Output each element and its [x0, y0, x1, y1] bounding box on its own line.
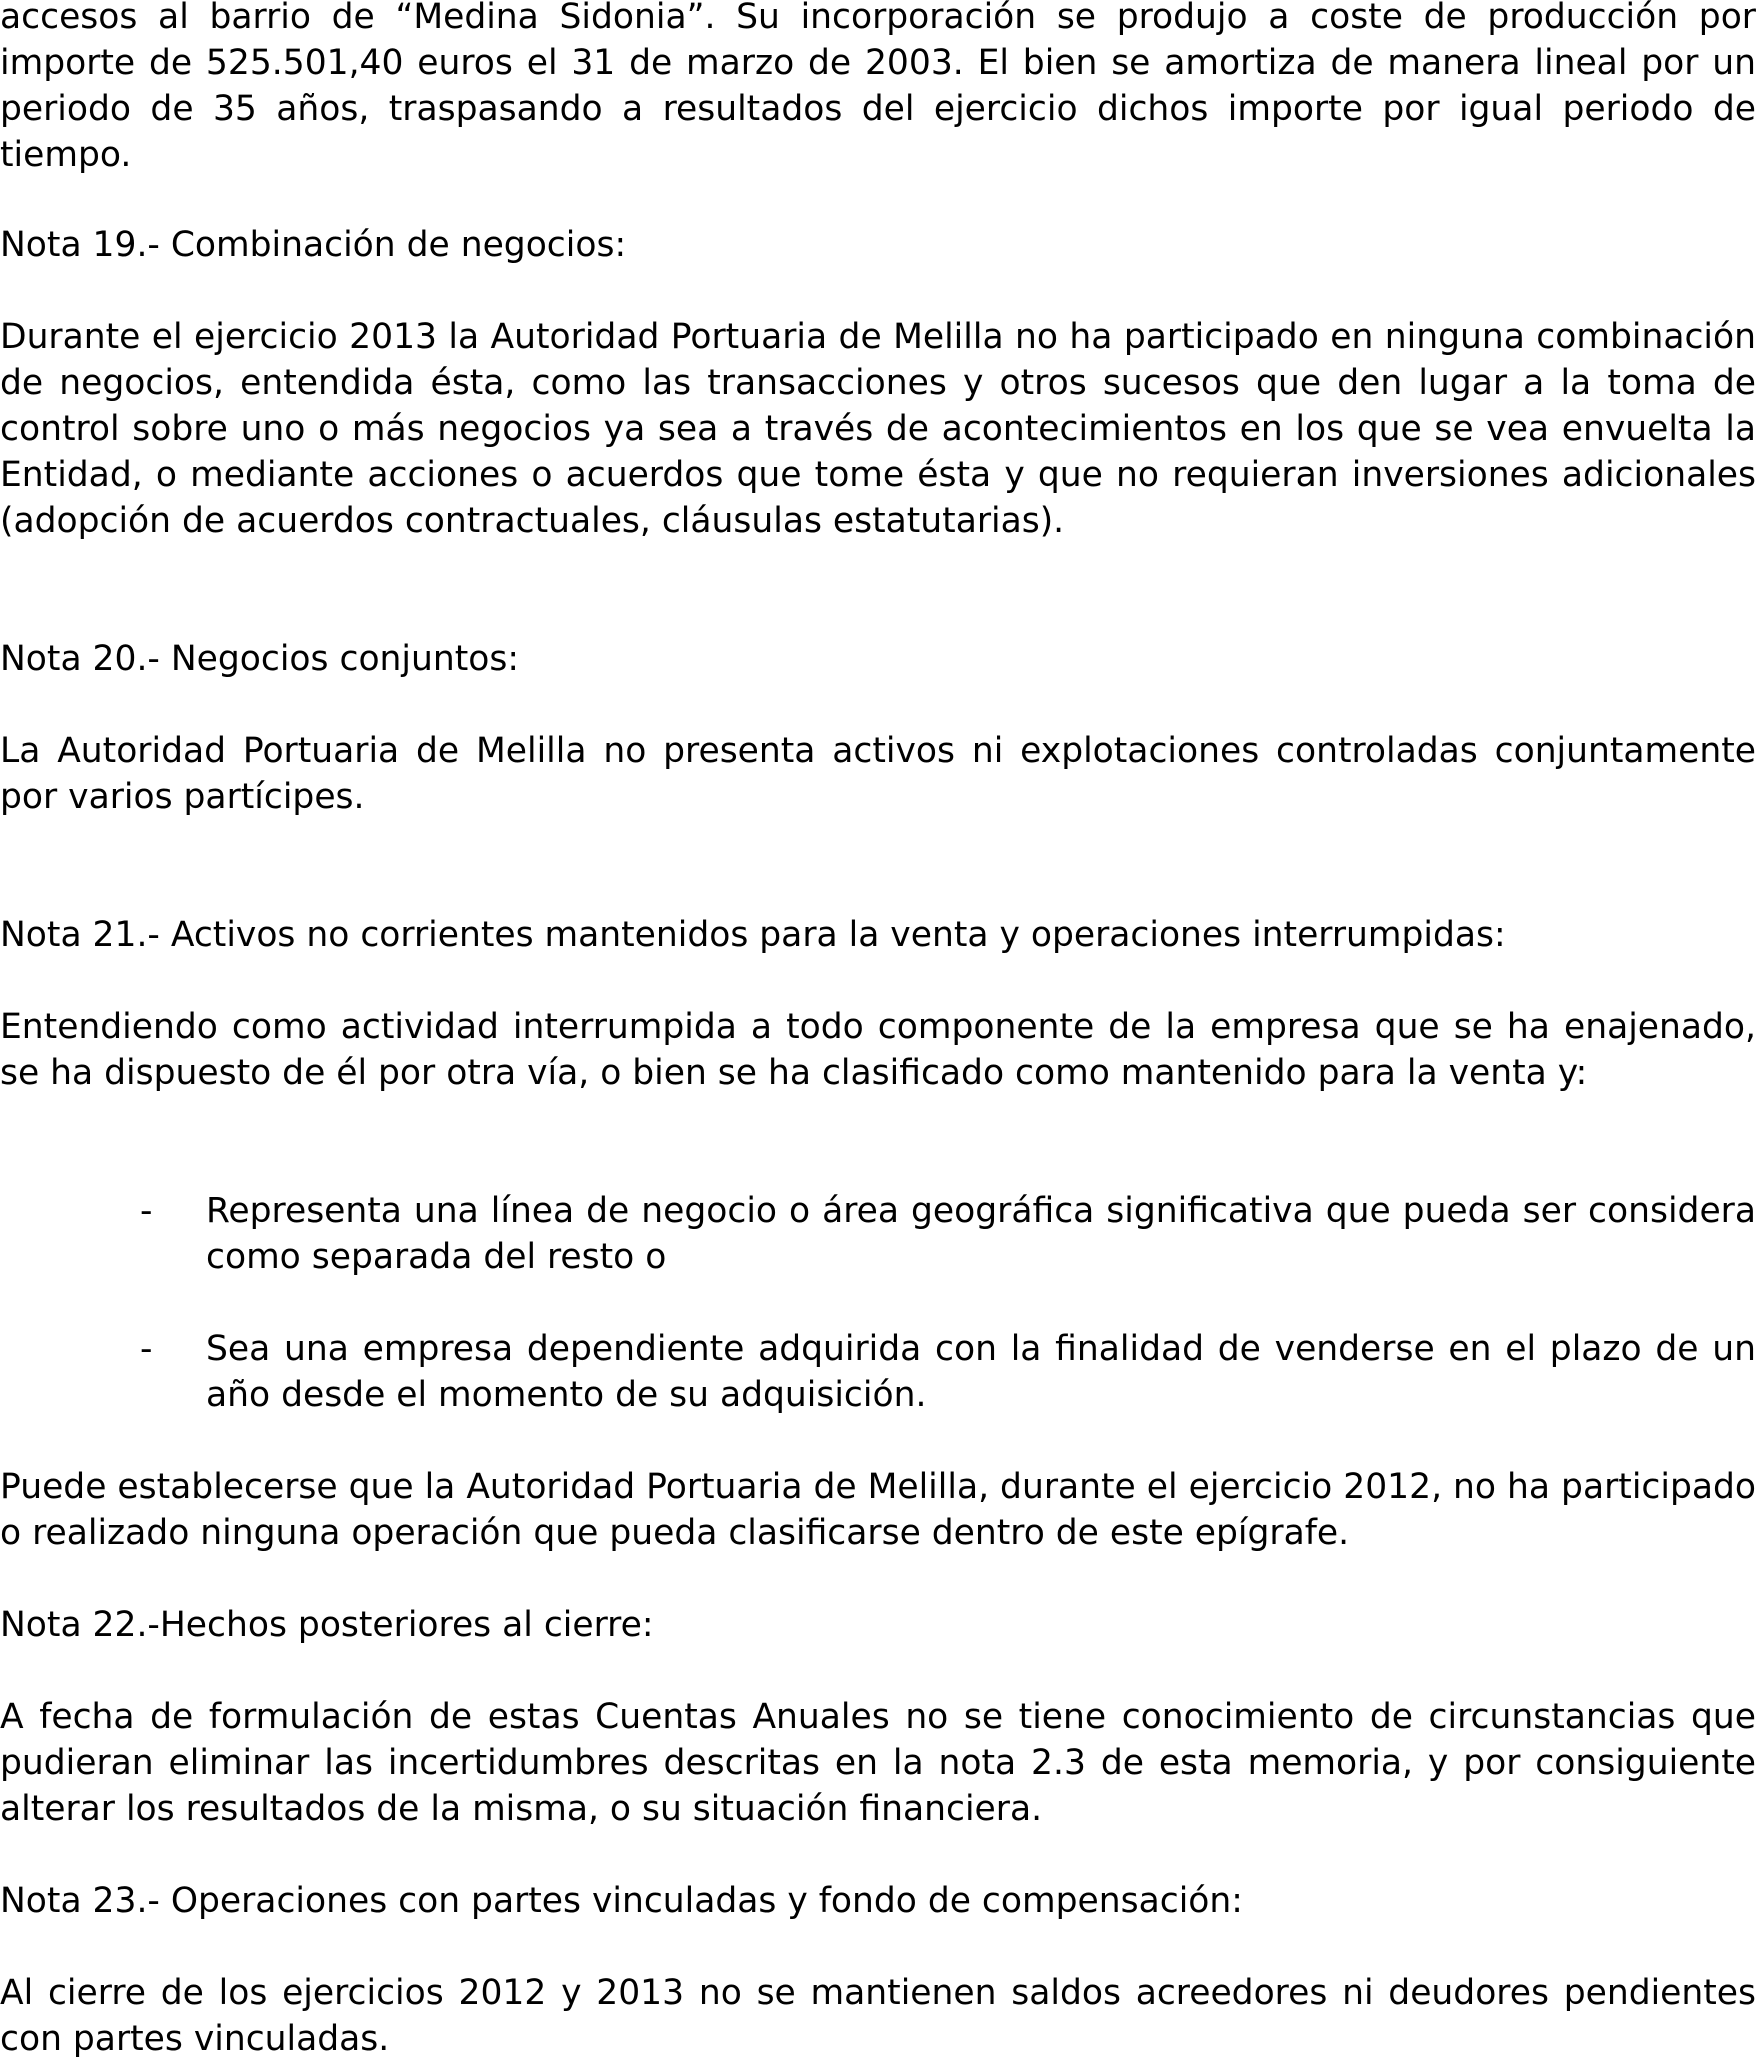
note21-conclusion: Puede establecerse que la Autoridad Portuaria de Melilla, durante el ejercicio 2012, no ha participado o realizado ninguna operación que pueda clasificarse dentro de este epígrafe. [0, 1467, 1756, 1553]
note21-intro: Entendiendo como actividad interrumpida a todo componente de la empresa que se ha enajenado, se ha dispuesto de él por otra vía, o bien se ha clasificado como mantenido para la venta y: [0, 1007, 1756, 1093]
bullet-marker: - [140, 1329, 153, 1369]
bullet-marker: - [140, 1191, 153, 1231]
note20-heading: Nota 20.- Negocios conjuntos: [0, 639, 519, 679]
note21-heading: Nota 21.- Activos no corrientes mantenidos para la venta y operaciones interrumpidas: [0, 915, 1506, 955]
note21-bullet-2: Sea una empresa dependiente adquirida con la finalidad de venderse en el plazo de un año desde el momento de su adquisición. [206, 1329, 1756, 1415]
note23-heading: Nota 23.- Operaciones con partes vinculadas y fondo de compensación: [0, 1881, 1243, 1921]
note19-body: Durante el ejercicio 2013 la Autoridad Portuaria de Melilla no ha participado en ninguna combinación de negocios, entendida ésta, como las transacciones y otros sucesos que den lugar a la toma de control sobre uno o más negocios ya sea a través de acontecimientos en los que se vea envuelta la Entidad, o mediante acciones o acuerdos que tome ésta y que no requieran inversiones adicionales (adopción de acuerdos contractuales, cláusulas estatutarias). [0, 317, 1756, 541]
note21-bullet-1: Representa una línea de negocio o área geográfica significativa que pueda ser considera como separada del resto o [206, 1191, 1756, 1277]
note22-heading: Nota 22.-Hechos posteriores al cierre: [0, 1605, 654, 1645]
intro-paragraph: accesos al barrio de “Medina Sidonia”. Su incorporación se produjo a coste de producción por importe de 525.501,40 euros el 31 de marzo de 2003. El bien se amortiza de manera lineal por un periodo de 35 años, traspasando a resultados del ejercicio dichos importe por igual periodo de tiempo. [0, 0, 1756, 175]
note23-body: Al cierre de los ejercicios 2012 y 2013 no se mantienen saldos acreedores ni deudores pendientes con partes vinculadas. [0, 1973, 1756, 2059]
note22-body: A fecha de formulación de estas Cuentas Anuales no se tiene conocimiento de circunstancias que pudieran eliminar las incertidumbres descritas en la nota 2.3 de esta memoria, y por consiguiente alterar los resultados de la misma, o su situación financiera. [0, 1697, 1756, 1829]
note19-heading: Nota 19.- Combinación de negocios: [0, 225, 627, 265]
note20-body: La Autoridad Portuaria de Melilla no presenta activos ni explotaciones controladas conjuntamente por varios partícipes. [0, 731, 1756, 817]
